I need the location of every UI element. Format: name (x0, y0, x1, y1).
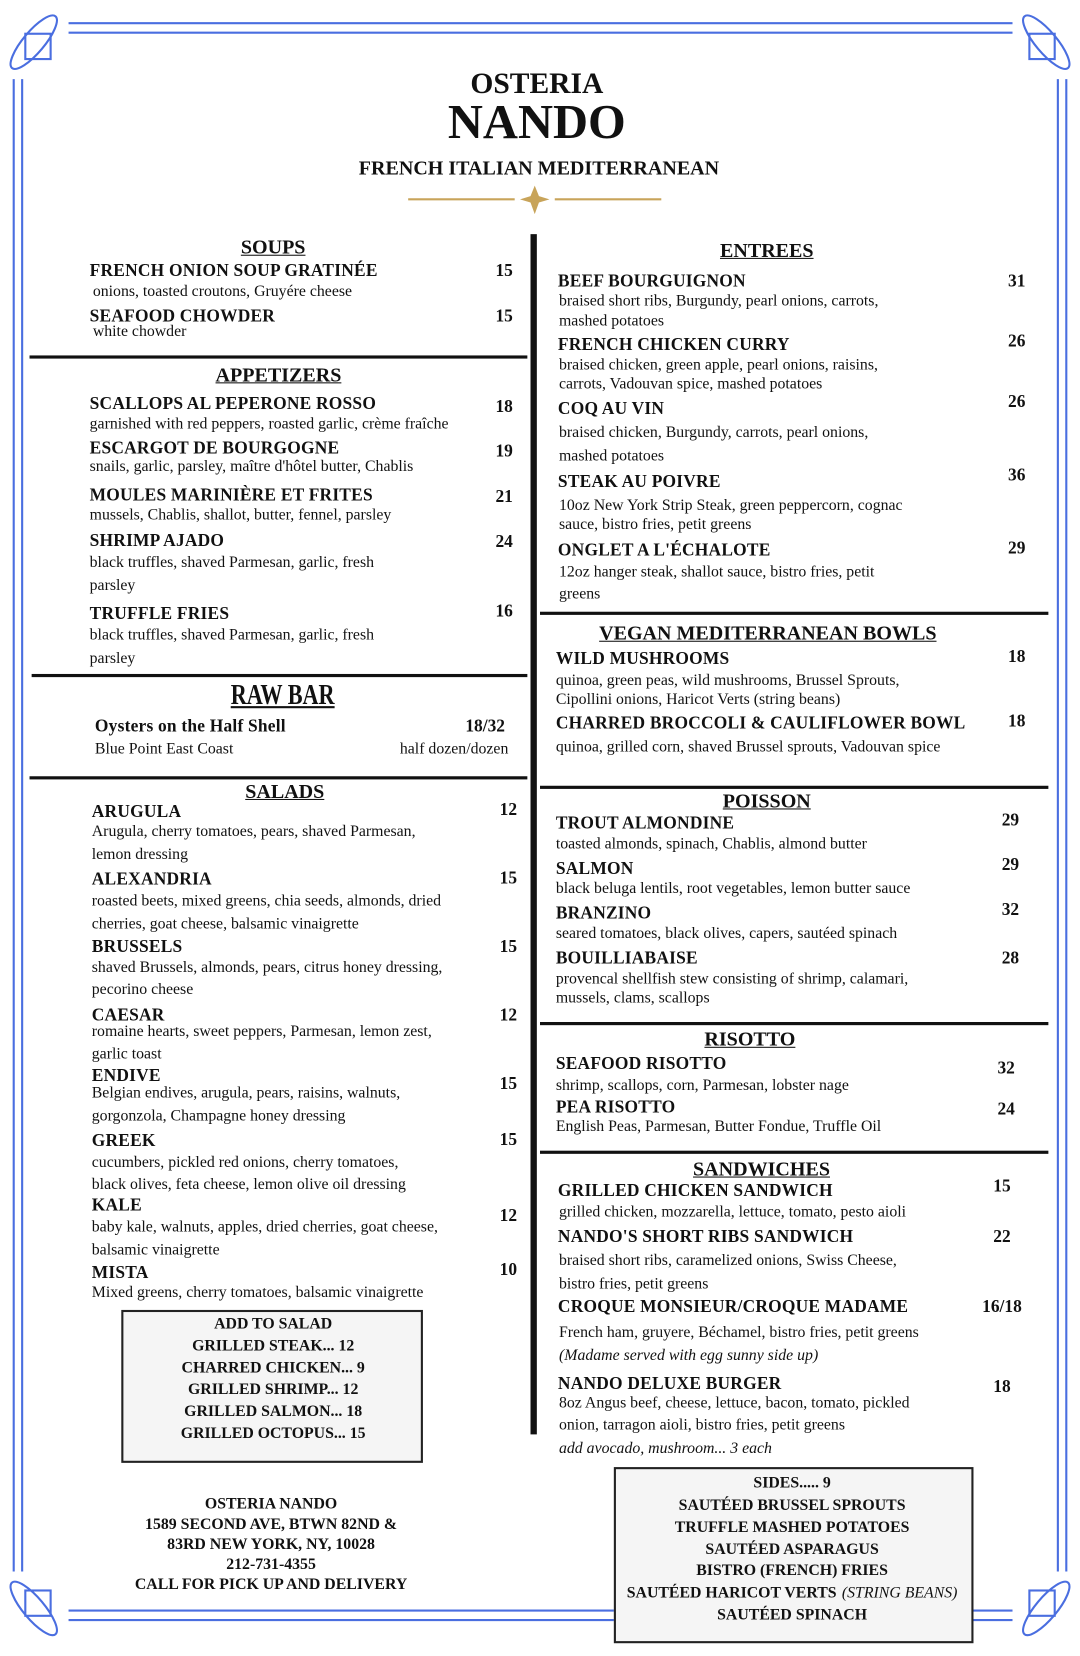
menu-item-price: 12 (499, 1205, 518, 1226)
menu-item-name: NANDO'S SHORT RIBS SANDWICH (557, 1226, 854, 1247)
menu-item-note: (Madame served with egg sunny side up) (558, 1347, 819, 1365)
menu-item-price: 16 (495, 600, 513, 621)
menu-item-description: French ham, gruyere, Béchamel, bistro fries, petit greens (558, 1324, 919, 1342)
menu-item-description: Belgian endives, arugula, pears, raisins, walnuts, (91, 1084, 401, 1102)
add-to-salad-line: GRILLED OCTOPUS... 15 (180, 1425, 366, 1443)
menu-item-price: 15 (499, 867, 518, 888)
menu-item-description: grilled chicken, mozzarella, lettuce, tomato, pesto aioli (558, 1203, 907, 1221)
menu-item-price: 22 (993, 1226, 1011, 1247)
raw-bar-item-price: 18/32 (465, 715, 505, 736)
menu-item-name: SALMON (555, 858, 634, 879)
menu-item-description: black truffles, shaved Parmesan, garlic, fresh (89, 554, 375, 572)
cuisine-tagline: FRENCH ITALIAN MEDITERRANEAN (358, 157, 720, 180)
menu-item-description: Arugula, cherry tomatoes, pears, shaved Parmesan, (91, 823, 416, 841)
menu-item-description: greens (558, 585, 601, 603)
add-to-salad-line: GRILLED STEAK... 12 (192, 1337, 355, 1355)
restaurant-name-line2: NANDO (447, 94, 626, 149)
menu-item-name: CAESAR (91, 1004, 165, 1025)
menu-item-price: 12 (499, 1004, 518, 1025)
menu-item-price: 18 (1008, 646, 1026, 667)
add-to-salad-line: GRILLED SALMON... 18 (184, 1403, 363, 1421)
footer-line: 212-731-4355 (226, 1556, 316, 1574)
menu-item-description: seared tomatoes, black olives, capers, sautéed spinach (555, 925, 898, 943)
menu-item-price: 19 (495, 440, 513, 461)
corner-flourish-icon (4, 10, 64, 75)
menu-item-description: pecorino cheese (91, 981, 194, 999)
restaurant-name-line1: OSTERIA (470, 67, 604, 101)
menu-item-description: black olives, feta cheese, lemon olive oil dressing (91, 1176, 406, 1194)
menu-item-description: balsamic vinaigrette (91, 1241, 220, 1259)
menu-item-price: 15 (499, 1073, 518, 1094)
menu-item-name: ARUGULA (91, 801, 182, 822)
menu-item-price: 15 (499, 936, 518, 957)
menu-item-description: gorgonzola, Champagne honey dressing (91, 1107, 346, 1125)
menu-item-description: romaine hearts, sweet peppers, Parmesan, lemon zest, (91, 1023, 432, 1041)
soups-section-heading: SOUPS (240, 236, 306, 259)
section-divider (30, 776, 528, 779)
menu-item-name: GREEK (91, 1130, 156, 1151)
menu-item-name: ESCARGOT DE BOURGOGNE (89, 437, 340, 458)
menu-item-name: NANDO DELUXE BURGER (557, 1372, 782, 1393)
menu-item-description: mussels, clams, scallops (555, 989, 710, 1007)
menu-item-name: SEAFOOD RISOTTO (555, 1053, 727, 1074)
add-to-salad-line: ADD TO SALAD (214, 1315, 333, 1333)
menu-item-price: 28 (1001, 947, 1020, 968)
column-divider (531, 234, 537, 1434)
add-to-salad-line: CHARRED CHICKEN... 9 (181, 1359, 365, 1377)
menu-item-description: mashed potatoes (558, 447, 664, 465)
menu-item-price: 31 (1008, 270, 1026, 291)
menu-item-name: MOULES MARINIÈRE ET FRITES (89, 484, 373, 505)
menu-item-name: FRENCH CHICKEN CURRY (557, 334, 790, 355)
salads-section-heading: SALADS (245, 781, 325, 804)
menu-item-price: 32 (997, 1057, 1015, 1078)
menu-item-price: 29 (1001, 854, 1020, 875)
menu-item-description: black truffles, shaved Parmesan, garlic, fresh (89, 627, 375, 644)
sides-item: BISTRO (FRENCH) FRIES (696, 1562, 888, 1580)
menu-item-price: 36 (1008, 464, 1026, 485)
menu-item-price: 21 (495, 485, 513, 506)
section-divider (540, 786, 1048, 789)
menu-item-description: parsley (89, 577, 136, 595)
menu-item-description: snails, garlic, parsley, maître d'hôtel butter, Chablis (89, 458, 414, 476)
menu-item-price: 29 (1001, 809, 1020, 830)
menu-item-price: 10 (499, 1259, 518, 1280)
menu-item-description: garlic toast (91, 1045, 162, 1063)
sides-item: TRUFFLE MASHED POTATOES (674, 1519, 910, 1536)
menu-item-description: quinoa, green peas, wild mushrooms, Brussel Sprouts, (555, 672, 900, 690)
menu-item-name: PEA RISOTTO (555, 1096, 676, 1117)
menu-item-price: 15 (495, 260, 513, 281)
raw-bar-item-note: half dozen/dozen (399, 740, 509, 758)
menu-item-note: add avocado, mushroom... 3 each (558, 1440, 772, 1458)
menu-item-name: COQ AU VIN (557, 398, 665, 419)
entrees-section-heading: ENTREES (719, 239, 814, 263)
menu-item-price: 15 (499, 1129, 518, 1150)
menu-item-price: 16/18 (982, 1295, 1022, 1317)
sides-item: SAUTÉED SPINACH (717, 1606, 868, 1624)
footer-line: 83RD NEW YORK, NY, 10028 (167, 1536, 375, 1554)
menu-item-description: braised short ribs, Burgundy, pearl onions, carrots, (558, 292, 879, 310)
menu-item-description: Cipollini onions, Haricot Verts (string beans) (555, 691, 841, 709)
menu-item-description: Mixed greens, cherry tomatoes, balsamic vinaigrette (91, 1284, 424, 1301)
menu-item-description: garnished with red peppers, roasted garlic, crème fraîche (89, 416, 449, 433)
vegan-section-heading: VEGAN MEDITERRANEAN BOWLS (599, 622, 937, 645)
menu-item-description: onions, toasted croutons, Gruyére cheese (92, 283, 353, 301)
menu-item-name: STEAK AU POIVRE (557, 471, 721, 492)
menu-item-description: roasted beets, mixed greens, chia seeds, almonds, dried (91, 892, 442, 910)
sides-item-note: (STRING BEANS) (841, 1584, 958, 1602)
menu-item-name: TROUT ALMONDINE (555, 812, 735, 833)
menu-item-description: cucumbers, pickled red onions, cherry tomatoes, (91, 1154, 399, 1172)
menu-item-description: braised chicken, Burgundy, carrots, pearl onions, (558, 424, 869, 442)
menu-item-price: 15 (495, 305, 513, 326)
menu-item-name: BEEF BOURGUIGNON (557, 270, 746, 291)
menu-item-price: 29 (1008, 537, 1026, 558)
menu-item-description: mashed potatoes (558, 312, 664, 330)
footer-line: OSTERIA NANDO (204, 1496, 338, 1513)
menu-item-description: sauce, bistro fries, petit greens (558, 516, 752, 534)
sandwiches-section-heading: SANDWICHES (693, 1158, 830, 1181)
risotto-section-heading: RISOTTO (704, 1028, 796, 1052)
menu-item-description: toasted almonds, spinach, Chablis, almond butter (555, 835, 867, 853)
menu-item-description: shaved Brussels, almonds, pears, citrus honey dressing, (91, 959, 443, 977)
add-to-salad-line: GRILLED SHRIMP... 12 (187, 1381, 359, 1399)
menu-item-description: lemon dressing (91, 846, 189, 864)
menu-item-price: 12 (499, 799, 518, 820)
menu-item-price: 24 (997, 1098, 1015, 1119)
menu-item-name: WILD MUSHROOMS (555, 648, 730, 669)
menu-item-name: CHARRED BROCCOLI & CAULIFLOWER BOWL (555, 712, 966, 733)
menu-item-description: black beluga lentils, root vegetables, lemon butter sauce (555, 880, 911, 898)
menu-item-price: 32 (1001, 899, 1020, 920)
footer-line: 1589 SECOND AVE, BTWN 82ND & (145, 1516, 398, 1534)
menu-item-description: bistro fries, petit greens (558, 1275, 709, 1293)
menu-item-description: baby kale, walnuts, apples, dried cherries, goat cheese, (91, 1218, 438, 1236)
section-divider (540, 1022, 1048, 1025)
menu-item-price: 18 (1008, 710, 1026, 731)
menu-item-name: ONGLET A L'ÉCHALOTE (557, 539, 771, 560)
menu-item-description: quinoa, grilled corn, shaved Brussel sprouts, Vadouvan spice (555, 738, 941, 756)
sides-item: SAUTÉED ASPARAGUS (705, 1541, 879, 1558)
menu-item-name: GRILLED CHICKEN SANDWICH (557, 1179, 833, 1200)
sides-heading: SIDES..... 9 (753, 1474, 831, 1492)
menu-item-name: MISTA (91, 1262, 149, 1283)
appetizers-section-heading: APPETIZERS (215, 364, 342, 387)
raw-bar-heading: RAW BAR (230, 678, 335, 711)
menu-item-name: SEAFOOD CHOWDER (89, 305, 276, 326)
menu-item-description: 12oz hanger steak, shallot sauce, bistro fries, petit (558, 563, 875, 581)
menu-item-description: English Peas, Parmesan, Butter Fondue, Truffle Oil (555, 1118, 882, 1136)
menu-item-description: parsley (89, 650, 136, 668)
menu-item-price: 24 (495, 531, 513, 552)
poisson-section-heading: POISSON (722, 790, 811, 813)
menu-item-description: white chowder (92, 323, 187, 341)
menu-item-name: BOUILLIABAISE (555, 947, 698, 968)
menu-item-description: cherries, goat cheese, balsamic vinaigrette (91, 916, 359, 933)
menu-item-name: SHRIMP AJADO (89, 530, 225, 551)
footer-line: CALL FOR PICK UP AND DELIVERY (134, 1576, 408, 1594)
menu-item-description: braised short ribs, caramelized onions, Swiss Cheese, (558, 1252, 897, 1270)
menu-item-price: 15 (993, 1175, 1011, 1196)
menu-item-price: 26 (1008, 330, 1026, 351)
gold-star-ornament-icon (408, 186, 661, 214)
menu-item-name: SCALLOPS AL PEPERONE ROSSO (89, 393, 377, 414)
raw-bar-item-name: Oysters on the Half Shell (94, 715, 286, 736)
menu-item-description: 8oz Angus beef, cheese, lettuce, bacon, tomato, pickled (558, 1394, 910, 1412)
menu-item-name: CROQUE MONSIEUR/CROQUE MADAME (557, 1295, 909, 1317)
sides-item (627, 1586, 958, 1602)
menu-item-name: KALE (91, 1194, 142, 1215)
menu-item-price: 18 (993, 1376, 1011, 1397)
section-divider (540, 1151, 1048, 1154)
menu-item-description: provencal shellfish stew consisting of shrimp, calamari, (555, 970, 909, 988)
menu-item-name: BRANZINO (555, 902, 652, 923)
menu-item-price: 26 (1008, 391, 1026, 412)
menu-item-name: BRUSSELS (91, 936, 183, 957)
menu-item-name: ALEXANDRIA (91, 868, 212, 889)
menu-item-description: onion, tarragon aioli, bistro fries, petit greens (558, 1416, 846, 1434)
raw-bar-item-description: Blue Point East Coast (94, 740, 234, 758)
sides-item-label: SAUTÉED HARICOT VERTS (626, 1584, 837, 1602)
menu-item-description: 10oz New York Strip Steak, green peppercorn, cognac (558, 497, 903, 515)
menu-item-description: mussels, Chablis, shallot, butter, fennel, parsley (89, 506, 392, 524)
menu-item-description: shrimp, scallops, corn, Parmesan, lobster nage (555, 1077, 849, 1095)
sides-item: SAUTÉED BRUSSEL SPROUTS (678, 1497, 906, 1515)
menu-item-price: 18 (495, 396, 513, 417)
menu-item-name: TRUFFLE FRIES (89, 603, 230, 624)
section-divider (540, 612, 1048, 615)
menu-item-description: carrots, Vadouvan spice, mashed potatoes (558, 376, 823, 393)
menu-item-description: braised chicken, green apple, pearl onions, raisins, (558, 357, 878, 374)
section-divider (32, 674, 528, 677)
section-divider (30, 355, 528, 358)
menu-item-name: ENDIVE (91, 1064, 161, 1086)
menu-item-name: FRENCH ONION SOUP GRATINÉE (89, 260, 378, 281)
